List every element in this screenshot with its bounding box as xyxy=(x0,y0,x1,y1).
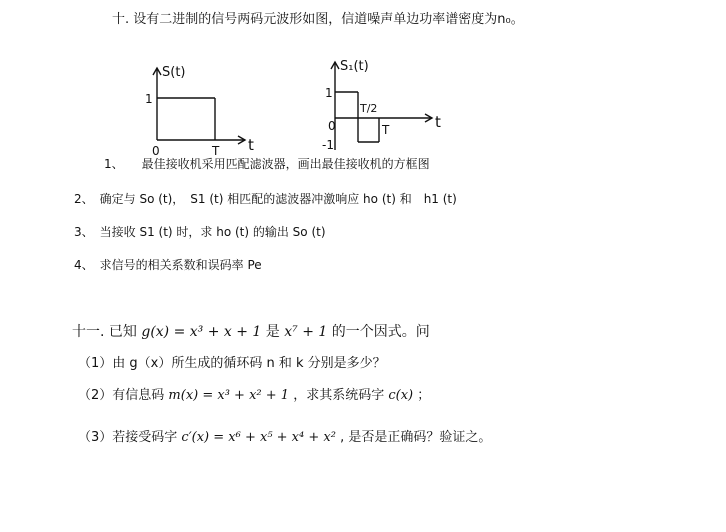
q11-title-mid: 是 xyxy=(265,324,280,340)
q10-item-3: 3、 当接收 S1 (t) 时，求 ho (t) 的输出 So (t) xyxy=(74,225,326,239)
question-11-title xyxy=(72,321,430,341)
gx-expression: g(x) = x³ + x + 1 xyxy=(141,324,262,340)
q10-item-2: 2、 确定与 So (t)， S1 (t) 相匹配的滤波器冲激响应 ho (t) 和 h1 (t) xyxy=(74,192,457,206)
waveform-s1-figure xyxy=(322,54,452,154)
fig2-t-label: t xyxy=(435,113,441,131)
q11-title-prefix: 十一. 已知 xyxy=(72,324,137,340)
fig1-one-label: 1 xyxy=(145,92,153,106)
cpx-expression: c′(x) = x⁶ + x⁵ + x⁴ + x² xyxy=(181,430,336,445)
waveform-s0-figure xyxy=(140,60,280,158)
q11-sub3-prefix: （3）若接受码字 xyxy=(78,430,178,445)
q11-sub2-prefix: （2）有信息码 xyxy=(78,388,165,403)
fig2-T-label: T xyxy=(382,123,390,137)
fig1-T-label: T xyxy=(212,144,220,158)
fig1-ylabel: S(t) xyxy=(162,65,186,80)
mx-expression: m(x) = x³ + x² + 1 xyxy=(168,388,290,403)
fig2-zero-label: 0 xyxy=(328,119,336,133)
q11-sub2-mid: ，求其系统码字 xyxy=(293,388,385,403)
q11-sub3-suffix: , 是否是正确码？验证之。 xyxy=(340,430,492,445)
q11-sub-2 xyxy=(78,384,430,403)
fig2-neg-one-label: -1 xyxy=(322,138,334,152)
q11-sub-3 xyxy=(78,426,491,445)
q11-title-suffix: 的一个因式。问 xyxy=(331,324,430,340)
fig2-one-label: 1 xyxy=(325,86,333,100)
q11-sub-1: （1）由 g（x）所生成的循环码 n 和 k 分别是多少？ xyxy=(78,356,386,371)
question-10-title: 十. 设有二进制的信号两码元波形如图，信道噪声单边功率谱密度为n₀。 xyxy=(112,12,524,27)
fig2-half-label: T/2 xyxy=(360,102,378,115)
q11-sub2-suffix: ； xyxy=(417,388,431,403)
q10-item-1: 1、 最佳接收机采用匹配滤波器，画出最佳接收机的方框图 xyxy=(104,157,430,171)
fig2-ylabel: S₁(t) xyxy=(340,59,369,74)
fig1-zero-label: 0 xyxy=(152,144,160,158)
q10-item-4: 4、 求信号的相关系数和误码率 Pe xyxy=(74,258,262,272)
fig1-t-label: t xyxy=(248,136,254,154)
cx-expression: c(x) xyxy=(388,388,414,403)
x7-expression: x⁷ + 1 xyxy=(284,324,328,340)
